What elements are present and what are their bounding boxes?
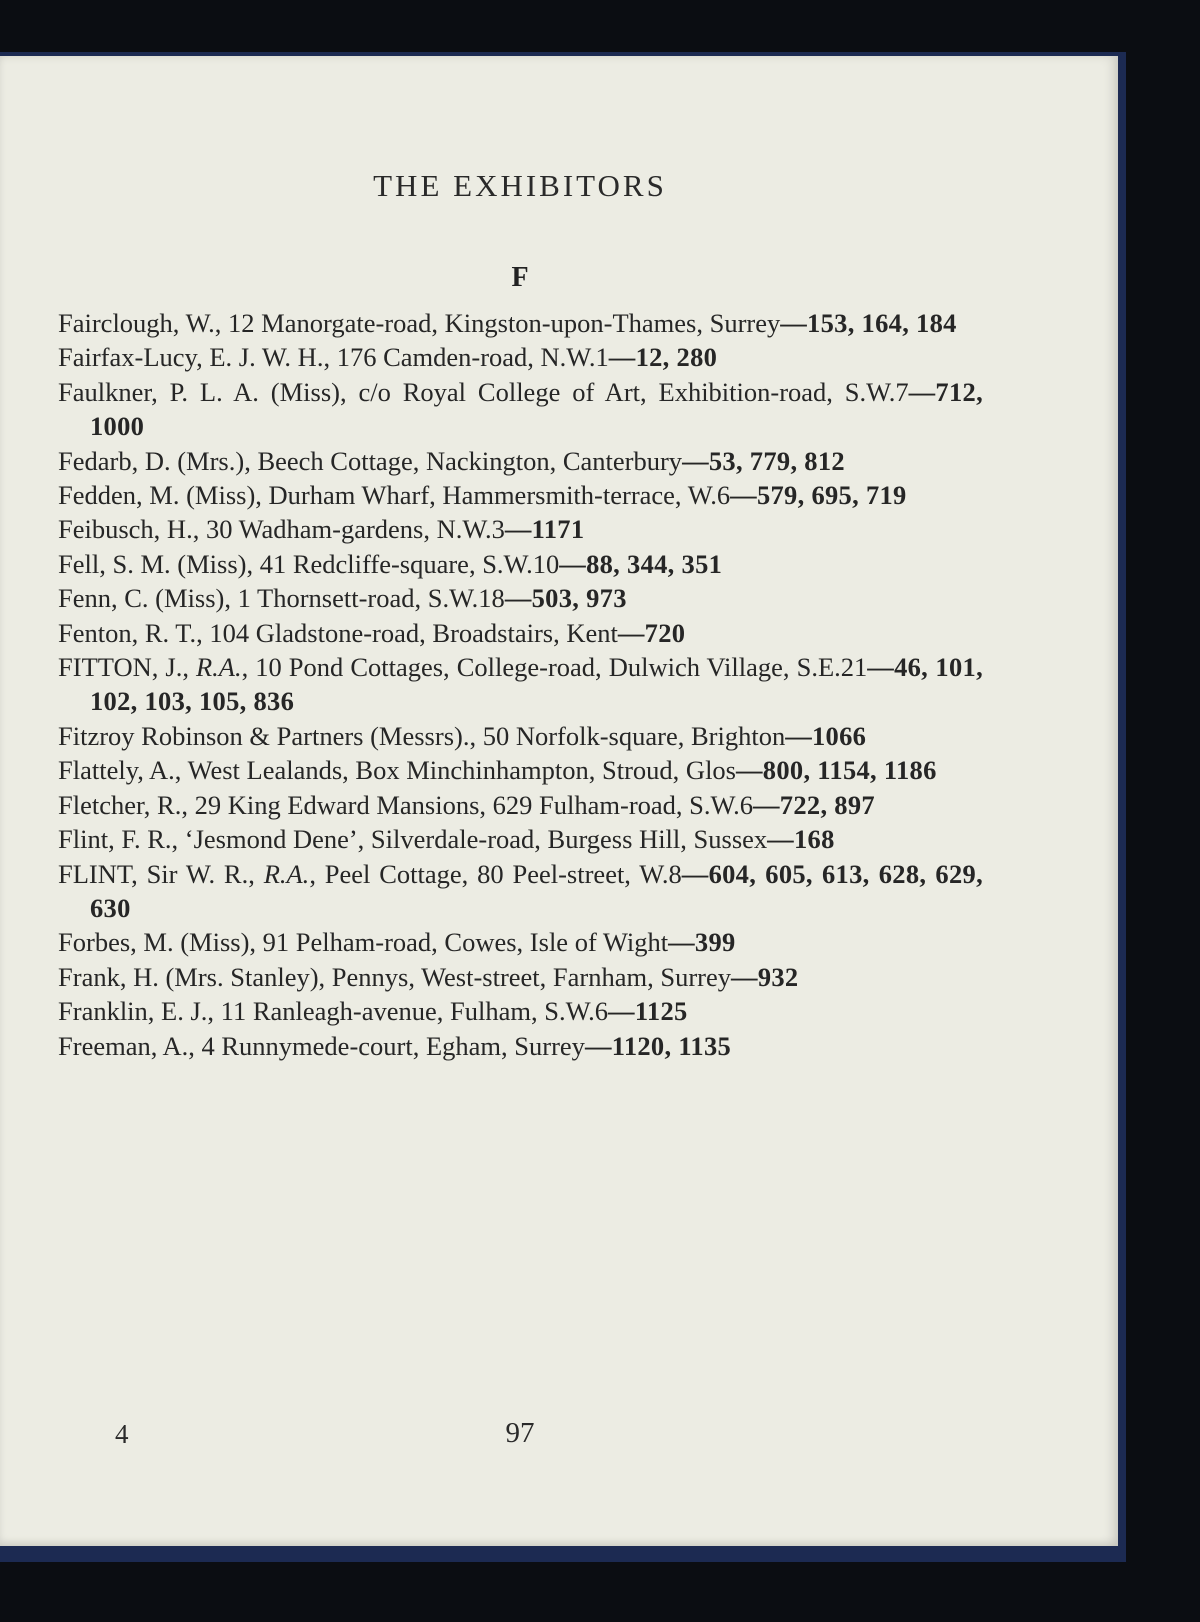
exhibitor-entry: Flint, F. R., ‘Jesmond Dene’, Silverdale-road, Burgess Hill, Sussex—168	[58, 824, 835, 855]
exhibitor-entry: Franklin, E. J., 11 Ranleagh-avenue, Fulham, S.W.6—1125	[58, 996, 688, 1027]
book-page	[0, 56, 1118, 1546]
exhibitor-entry: Fletcher, R., 29 King Edward Mansions, 629 Fulham-road, S.W.6—722, 897	[58, 789, 875, 820]
exhibitor-entry: Fell, S. M. (Miss), 41 Redcliffe-square, S.W.10—88, 344, 351	[58, 548, 723, 579]
section-letter: F	[511, 262, 529, 293]
exhibitor-entry: Fairclough, W., 12 Manorgate-road, Kingston-upon-Thames, Surrey—153, 164, 184	[58, 308, 957, 338]
exhibitor-entry: Forbes, M. (Miss), 91 Pelham-road, Cowes, Isle of Wight—399	[58, 927, 736, 958]
signature-mark: 4	[115, 1419, 129, 1449]
exhibitor-entry: Flattely, A., West Lealands, Box Minchinhampton, Stroud, Glos—800, 1154, 1186	[58, 755, 937, 786]
page-number: 97	[505, 1417, 535, 1449]
exhibitor-entry: Fairfax-Lucy, E. J. W. H., 176 Camden-road, N.W.1—12, 280	[58, 342, 718, 373]
exhibitor-entry: Frank, H. (Mrs. Stanley), Pennys, West-street, Farnham, Surrey—932	[58, 961, 799, 992]
exhibitor-entry: Freeman, A., 4 Runnymede-court, Egham, Surrey—1120, 1135	[58, 1030, 732, 1061]
exhibitor-entry: Fenton, R. T., 104 Gladstone-road, Broadstairs, Kent—720	[58, 617, 686, 648]
exhibitor-entry: Fitzroy Robinson & Partners (Messrs)., 50 Norfolk-square, Brighton—1066	[58, 720, 867, 751]
exhibitor-entry: Fenn, C. (Miss), 1 Thornsett-road, S.W.18—503, 973	[58, 583, 627, 614]
exhibitor-entry: Faulkner, P. L. A. (Miss), c/o Royal College of Art, Exhibition-road, S.W.7—712, 1000	[58, 376, 983, 442]
exhibitor-entry: FITTON, J., R.A., 10 Pond Cottages, College-road, Dulwich Village, S.E.21—46, 101, 102, 103, 105, 836	[58, 652, 983, 717]
exhibitor-entry: FLINT, Sir W. R., R.A., Peel Cottage, 80 Peel-street, W.8—604, 605, 613, 628, 629, 630	[58, 858, 984, 923]
exhibitor-list	[58, 306, 983, 1063]
exhibitor-entry: Fedarb, D. (Mrs.), Beech Cottage, Nackington, Canterbury—53, 779, 812	[58, 445, 845, 476]
running-head: THE EXHIBITORS	[373, 168, 667, 203]
exhibitor-entry: Feibusch, H., 30 Wadham-gardens, N.W.3—1171	[58, 514, 585, 545]
exhibitor-entry: Fedden, M. (Miss), Durham Wharf, Hammersmith-terrace, W.6—579, 695, 719	[58, 480, 907, 511]
